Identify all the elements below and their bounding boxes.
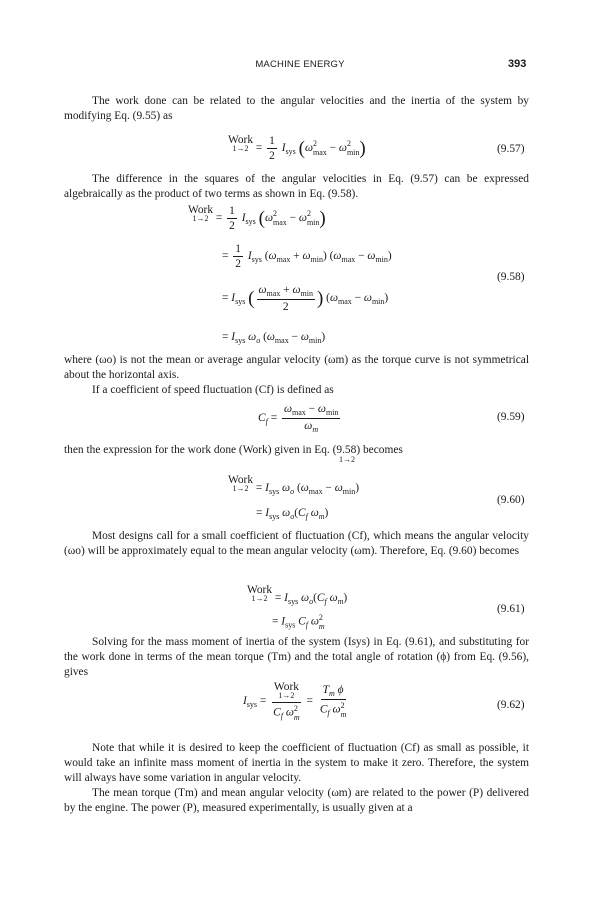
equation-number-9-58: (9.58) — [497, 271, 525, 283]
paragraph-8: Note that while it is desired to keep the coefficient of fluctuation (Cf) as small as possible, it would take an infinite mass moment of inertia in the system to make it zero. Therefore, the system will always have some variation in angular velocity. — [64, 742, 529, 785]
running-header: MACHINE ENERGY — [255, 59, 345, 70]
paragraph-6: Most designs call for a small coefficient of fluctuation (Cf), which means the angular velocity (ωo) will be approximately equal to the mean angular velocity (ωm). Therefore, Eq. (9.60) becomes — [64, 530, 529, 558]
paragraph-5: then the expression for the work done (Work) given in Eq. (9.58) becomes — [64, 444, 403, 456]
paragraph-9: The mean torque (Tm) and mean angular velocity (ωm) are related to the power (P) delivered by the engine. The power (P), measured experimentally, is usually given at a — [64, 787, 529, 815]
equation-number-9-59: (9.59) — [497, 411, 525, 423]
equation-number-9-57: (9.57) — [497, 143, 525, 155]
equation-number-9-61: (9.61) — [497, 603, 525, 615]
equation-number-9-60: (9.60) — [497, 494, 525, 506]
paragraph-3: where (ωo) is not the mean or average angular velocity (ωm) as the torque curve is not symmetrical about the horizontal axis. — [64, 354, 529, 382]
page-number: 393 — [508, 58, 527, 70]
document-page: MACHINE ENERGY 393 The work done can be related to the angular velocities and the inertia of the system by modifying Eq. (9.55) as Work 1→2 = $\frac{1}{2}$ $I_{sys}$ (ω 2 max − ω 2 min ) (9.57) The difference in the squares of the angular velocities in Eq. (9.57) can be expressed algebraically as the product of two terms as shown in Eq. (9.58). Work 1→2 = $\frac{1}{2}$ $I_{sys}$ (ω 2 max − ω 2 min ) = $\frac{1}{2}$ $I_{sys}$ $(\omega_{max} + \omega_{min}) (\omega_{max} - \omega_{min})$ = $I_{sys}$ ( $\frac{\omega_{max} + \omega_{min}}{2}$ ) $(\omega_{max} - \omega_{min})$ = $I_{sys}$ $\omega_o$ $(\omega_{max} - \omega_{min})$ (9.58) where (ωo) is not the mean or average angular velocity (ωm) as the torque curve is not symmetrical about the horizontal axis. If a coefficient of speed fluctuation (Cf) is defined as $C_f$ = $\frac{\omega_{max} - \omega_{min}}{\omega_m}$ (9.59) then the expression for the work done (Work) given in Eq. (9.58) becomes 1→2 Work 1→2 = $I_{sys}$ $\omega_o$ $(\omega_{max} - \omega_{min})$ = $I_{sys}$ $\omega_o(C_f$ $\omega_m$) (9.60) Most designs call for a small coefficient of fluctuation (Cf), which means the angular velocity (ωo) will be approximately equal to the mean angular velocity (ωm). Therefore, Eq. (9.60) becomes Work 1→2 = $I_{sys}$ $\omega_o(C_f$ $\omega_m$) = $I_{sys}$ $C_f$ ω 2 m (9.61) Solving for the mass moment of inertia of the system (Isys) in Eq. (9.61), and substituting for the work done in terms of the mean torque (Tm) and the total angle of rotation (ϕ) from Eq. (9.56), gives $I_{sys}$ = Work 1→2 $C_f$ ω 2 m = $T_m$ ϕ $C_f$ ω 2 m (9.62) Note that while it is desired to keep the coefficient of fluctuation (Cf) as small as possible, it would take an infinite mass moment of inertia in the system to make it zero. Therefore, the system will always have some variation in angular velocity. The mean torque (Tm) and mean angular velocity (ωm) are related to the power (P) delivered by the engine. The power (P), measured experimentally, is usually given at a — [0, 0, 600, 900]
equation-number-9-62: (9.62) — [497, 699, 525, 711]
paragraph-1: The work done can be related to the angular velocities and the inertia of the system by modifying Eq. (9.55) as — [64, 95, 529, 123]
paragraph-4: If a coefficient of speed fluctuation (Cf) is defined as — [92, 384, 334, 396]
paragraph-7: Solving for the mass moment of inertia of the system (Isys) in Eq. (9.61), and substituting for the work done in terms of the mean torque (Tm) and the total angle of rotation (ϕ) from Eq. (9.56), gives — [64, 636, 529, 679]
paragraph-2: The difference in the squares of the angular velocities in Eq. (9.57) can be expressed algebraically as the product of two terms as shown in Eq. (9.58). — [64, 173, 529, 201]
paragraph-5-subscript: 1→2 — [339, 455, 355, 464]
